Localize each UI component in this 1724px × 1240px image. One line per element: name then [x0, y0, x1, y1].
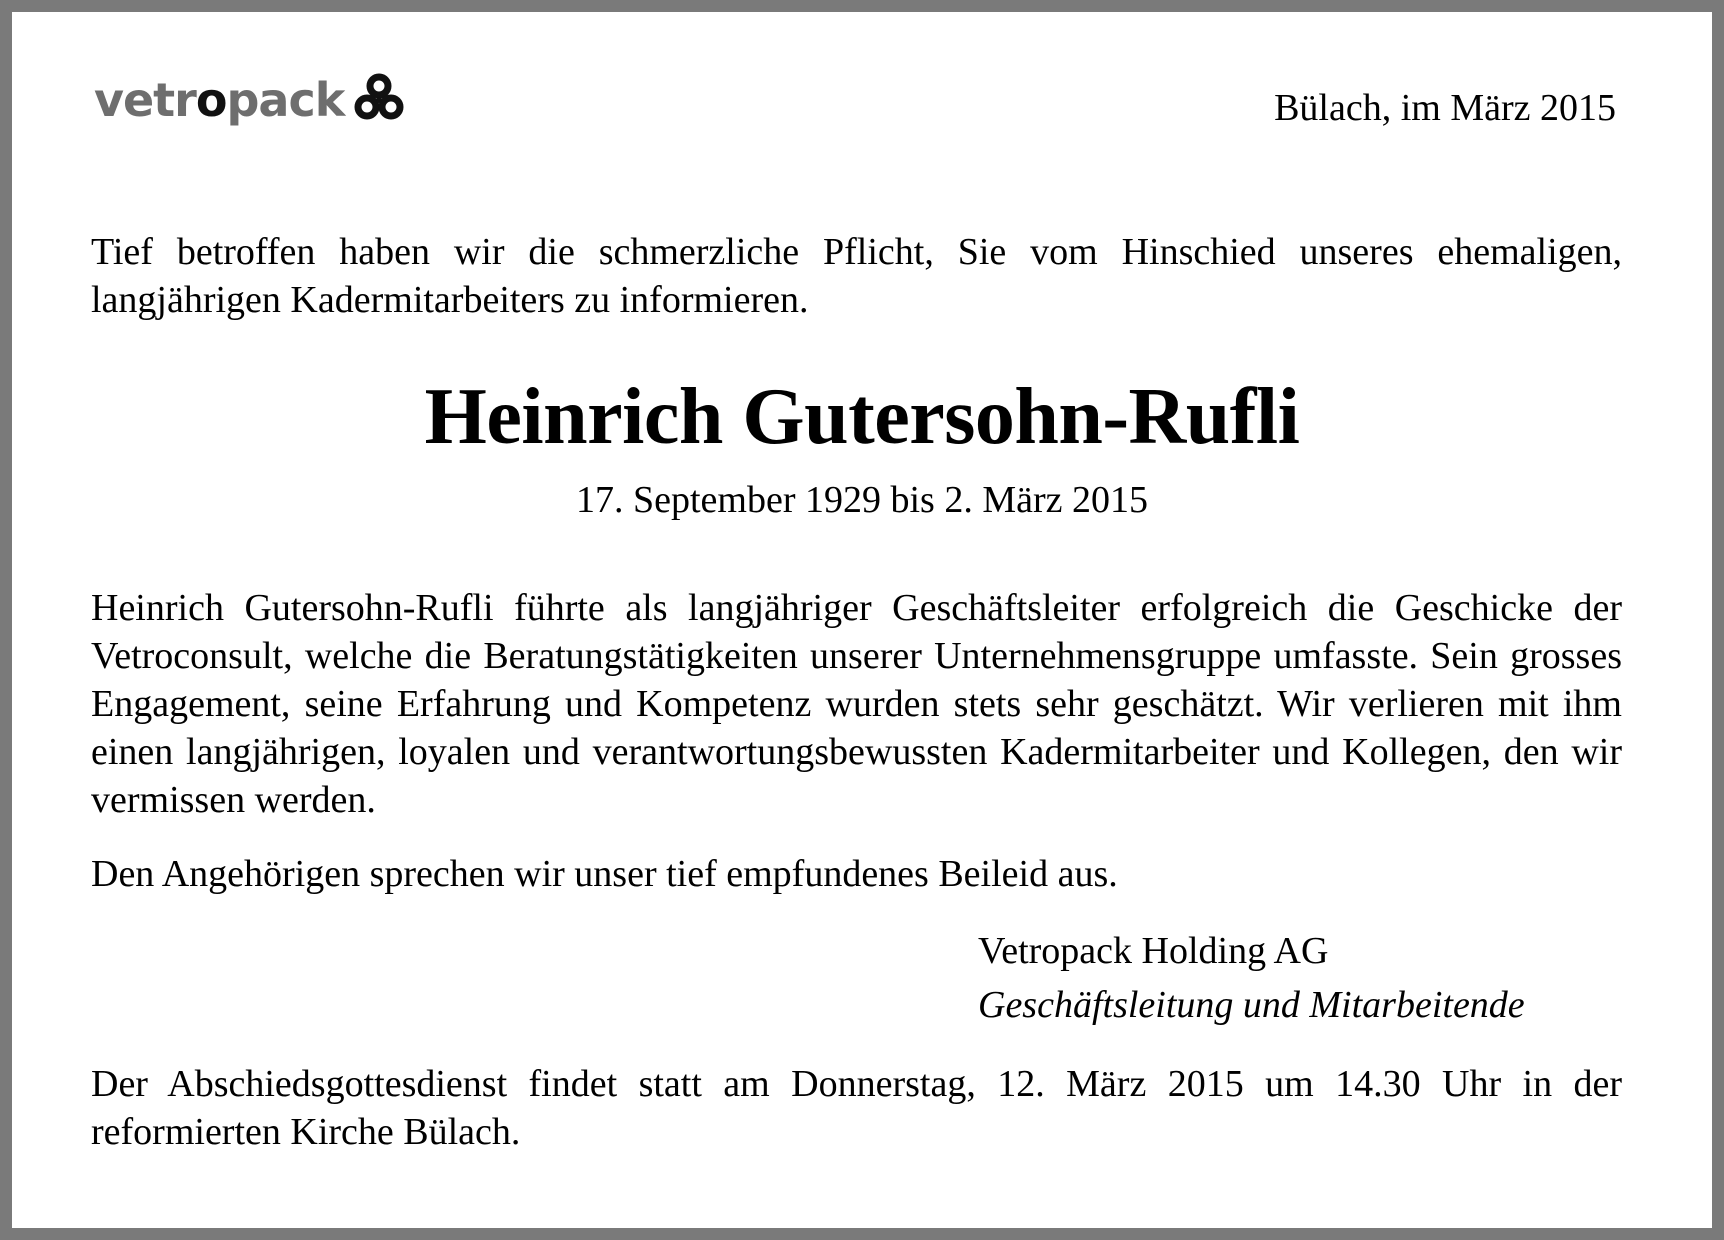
signature-block [978, 924, 1525, 1032]
place-date: Bülach, im März 2015 [1274, 87, 1616, 129]
deceased-name: Heinrich Gutersohn-Rufli [424, 373, 1300, 461]
vetropack-trefoil-icon [352, 72, 406, 127]
obituary-notice [12, 12, 1712, 1228]
condolence-paragraph: Den Angehörigen sprechen wir unser tief empfundenes Beileid aus. [91, 853, 1118, 895]
intro-paragraph: Tief betroffen haben wir die schmerzliche Pflicht, Sie vom Hinschied unseres ehemaligen, langjährigen Kadermitarbeiters zu informieren. [91, 231, 1622, 321]
tribute-paragraph: Heinrich Gutersohn-Rufli führte als langjähriger Geschäftsleiter erfolgreich die Geschicke der Vetroconsult, welche die Beratungstätigkeiten unserer Unternehmensgruppe umfasste. Sein grosses Engagement, seine Erfahrung und Kompetenz wurden stets sehr geschätzt. Wir verlieren mit ihm einen langjährigen, loyalen und verantwortungsbewussten Kadermitarbeiter und Kollegen, den wir vermissen werden. [91, 587, 1622, 821]
life-dates: 17. September 1929 bis 2. März 2015 [575, 479, 1149, 521]
signature-team: Geschäftsleitung und Mitarbeitende [978, 984, 1525, 1026]
service-paragraph: Der Abschiedsgottesdienst findet statt am Donnerstag, 12. März 2015 um 14.30 Uhr in der reformierten Kirche Bülach. [91, 1063, 1622, 1153]
signature-company: Vetropack Holding AG [978, 930, 1329, 972]
company-logo [94, 72, 406, 127]
logo-wordmark: vetropack [94, 72, 345, 127]
